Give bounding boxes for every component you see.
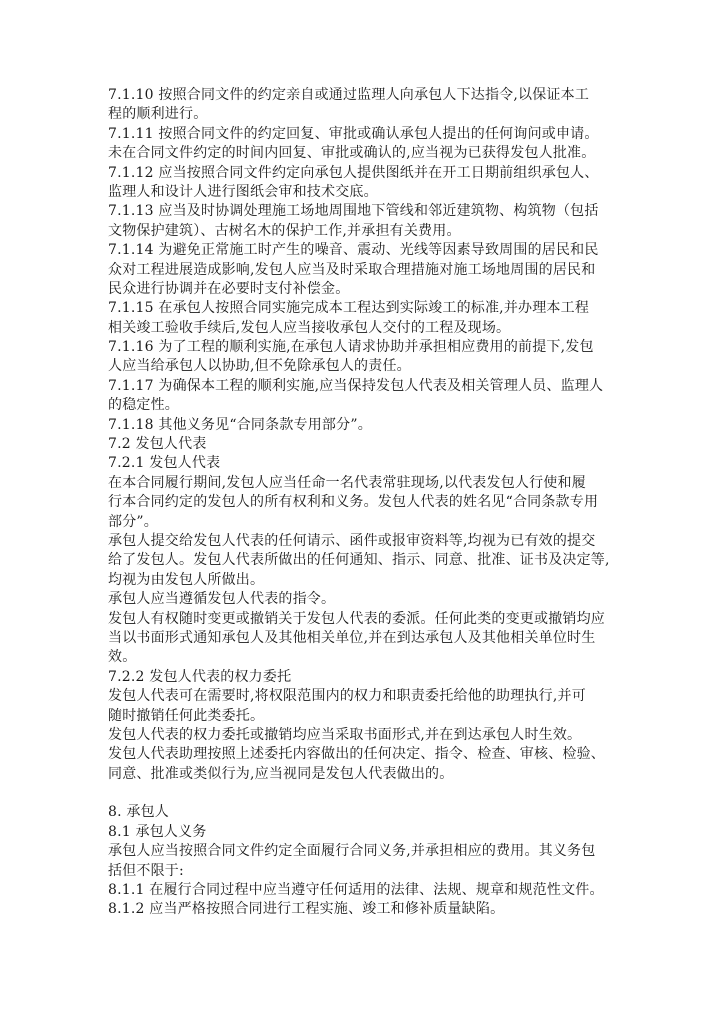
text-line: 7.1.16 为了工程的顺利实施,在承包人请求协助并承担相应费用的前提下,发包 [108, 339, 594, 356]
text-line: 的稳定性。 [108, 397, 179, 414]
chapter-heading: 8. 承包人 [108, 804, 170, 821]
subsection-heading: 7.2.1 发包人代表 [108, 455, 221, 472]
text-line: 承包人应当遵循发包人代表的指令。 [108, 591, 336, 608]
text-line: 同意、批准或类似行为,应当视同是发包人代表做出的。 [108, 765, 454, 782]
text-line: 8.1.1 在履行合同过程中应当遵守任何适用的法律、法规、规章和规范性文件。 [108, 882, 604, 899]
text-line: 发包人代表助理按照上述委托内容做出的任何决定、指令、检查、审核、检验、 [108, 746, 605, 763]
text-line: 程的顺利进行。 [108, 106, 208, 123]
text-line: 当以书面形式通知承包人及其他相关单位,并在到达承包人及其他相关单位时生 [108, 629, 596, 646]
text-line: 7.1.14 为避免正常施工时产生的噪音、震动、光线等因素导致周围的居民和民 [108, 242, 599, 259]
text-line: 文物保护建筑）、古树名木的保护工作,并承担有关费用。 [108, 222, 461, 239]
text-line: 均视为由发包人所做出。 [108, 571, 265, 588]
text-line: 发包人有权随时变更或撤销关于发包人代表的委派。任何此类的变更或撤销均应 [108, 610, 605, 627]
text-line: 7.1.13 应当及时协调处理施工场地周围地下管线和邻近建筑物、构筑物（包括 [108, 203, 599, 220]
text-line: 监理人和设计人进行图纸会审和技术交底。 [108, 183, 378, 200]
text-line: 7.1.15 在承包人按照合同实施完成本工程达到实际竣工的标准,并办理本工程 [108, 300, 590, 317]
text-line: 部分”。 [108, 513, 158, 530]
text-line: 7.1.12 应当按照合同文件约定向承包人提供图纸并在开工日期前组织承包人、 [108, 164, 599, 181]
text-line: 在本合同履行期间,发包人应当任命一名代表常驻现场,以代表发包人行使和履 [108, 474, 586, 491]
text-line: 相关竣工验收手续后,发包人应当接收承包人交付的工程及现场。 [108, 319, 511, 336]
document-page [108, 86, 618, 920]
text-line: 承包人提交给发包人代表的任何请示、函件或报审资料等,均视为已有效的提交 [108, 532, 596, 549]
text-line: 7.1.18 其他义务见“合同条款专用部分”。 [108, 416, 372, 433]
blank-line [108, 784, 618, 803]
text-line: 随时撤销任何此类委托。 [108, 707, 265, 724]
text-line: 未在合同文件约定的时间内回复、审批或确认的,应当视为已获得发包人批准。 [108, 145, 596, 162]
text-line: 发包人代表的权力委托或撤销均应当采取书面形式,并在到达承包人时生效。 [108, 726, 582, 743]
text-line: 民众进行协调并在必要时支付补偿金。 [108, 280, 350, 297]
text-line: 7.1.10 按照合同文件的约定亲自或通过监理人向承包人下达指令,以保证本工 [108, 87, 590, 103]
text-line: 行本合同约定的发包人的所有权利和义务。发包人代表的姓名见“合同条款专用 [108, 494, 599, 511]
text-line: 承包人应当按照合同文件约定全面履行合同义务,并承担相应的费用。其义务包 [108, 843, 596, 860]
text-line: 发包人代表可在需要时,将权限范围内的权力和职责委托给他的助理执行,并可 [108, 688, 586, 705]
text-line: 众对工程进展造成影响,发包人应当及时采取合理措施对施工场地周围的居民和 [108, 261, 596, 278]
section-heading: 7.2 发包人代表 [108, 436, 207, 453]
text-line: 7.1.17 为确保本工程的顺利实施,应当保持发包人代表及相关管理人员、监理人 [108, 377, 604, 394]
text-line: 效。 [108, 649, 137, 666]
text-line: 给了发包人。发包人代表所做出的任何通知、指示、同意、批准、证书及决定等, [108, 552, 610, 569]
text-line: 括但不限于: [108, 862, 184, 879]
section-heading: 8.1 承包人义务 [108, 823, 207, 840]
subsection-heading: 7.2.2 发包人代表的权力委托 [108, 668, 292, 685]
text-line: 8.1.2 应当严格按照合同进行工程实施、竣工和修补质量缺陷。 [108, 901, 505, 918]
text-line: 7.1.11 按照合同文件的约定回复、审批或确认承包人提出的任何询问或申请。 [108, 125, 599, 142]
text-line: 人应当给承包人以协助,但不免除承包人的责任。 [108, 358, 411, 375]
